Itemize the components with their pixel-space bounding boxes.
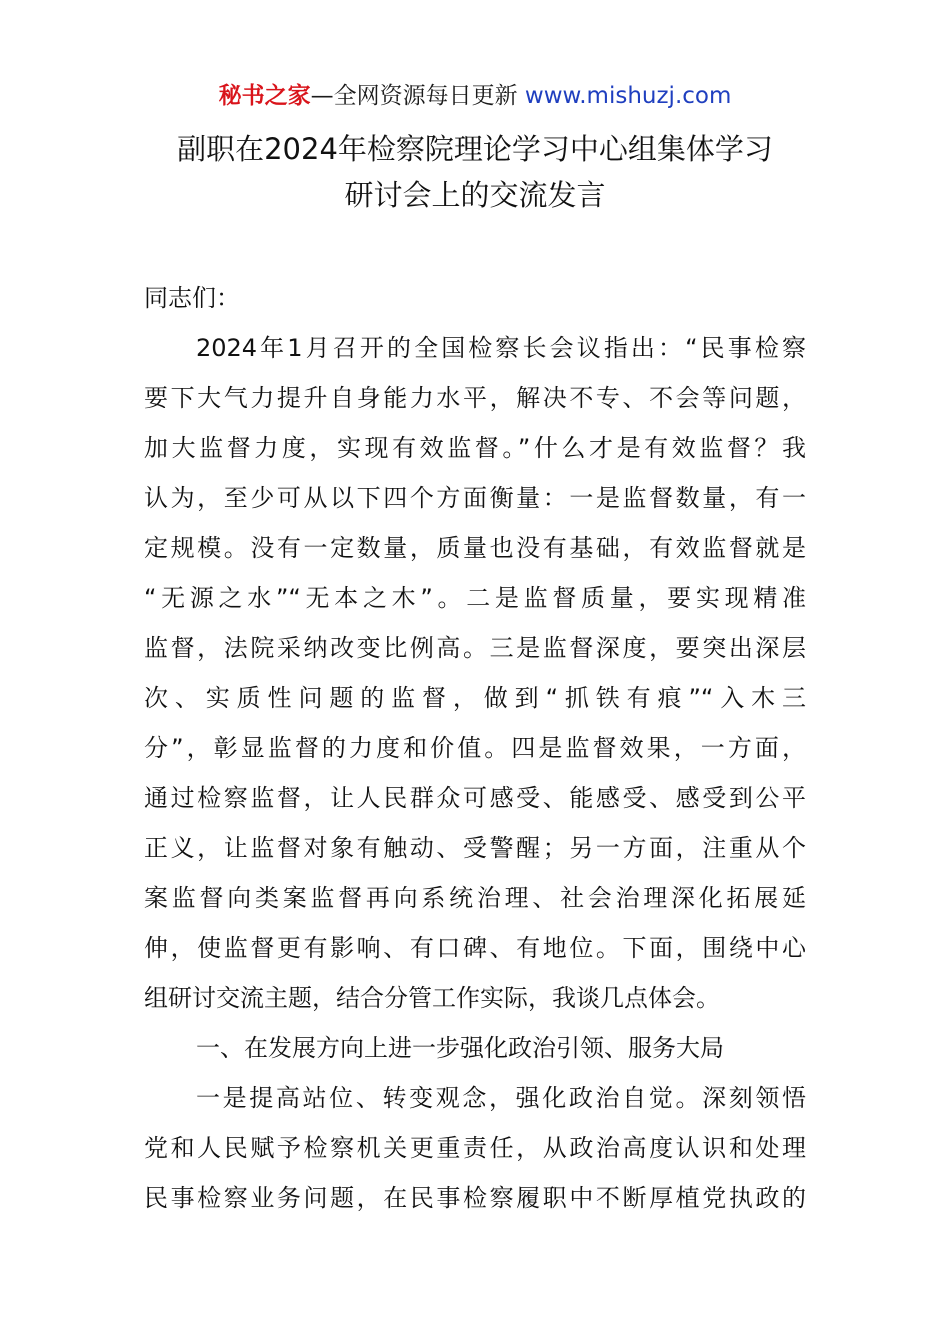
salutation: 同志们： <box>144 284 240 312</box>
paragraph-line: 伸，使监督更有影响、有口碑、有地位。下面，围绕中心 <box>144 934 806 962</box>
paragraph-line: 党和人民赋予检察机关更重责任，从政治高度认识和处理 <box>144 1134 806 1162</box>
paragraph-line: 民事检察业务问题，在民事检察履职中不断厚植党执政的 <box>144 1184 806 1212</box>
paragraph-line: 一是提高站位、转变观念，强化政治自觉。深刻领悟 <box>196 1084 806 1112</box>
paragraph-line: 监督，法院采纳改变比例高。三是监督深度，要突出深层 <box>144 634 806 662</box>
title-line-1: 副职在2024年检察院理论学习中心组集体学习 <box>177 132 773 166</box>
site-tagline: —全网资源每日更新 <box>310 83 518 109</box>
document-title <box>0 126 950 218</box>
paragraph-line: 正义，让监督对象有触动、受警醒；另一方面，注重从个 <box>144 834 806 862</box>
document-body <box>144 278 806 1228</box>
paragraph-line: 定规模。没有一定数量，质量也没有基础，有效监督就是 <box>144 534 806 562</box>
paragraph-line: 2024年1月召开的全国检察长会议指出：“民事检察 <box>196 334 806 362</box>
paragraph-line: 次、实质性问题的监督，做到“抓铁有痕”“入木三 <box>144 684 806 712</box>
paragraph-line: 要下大气力提升自身能力水平，解决不专、不会等问题， <box>144 384 806 412</box>
section-heading: 一、在发展方向上进一步强化政治引领、服务大局 <box>196 1034 724 1062</box>
site-url-link[interactable]: www.mishuzj.com <box>524 83 732 109</box>
paragraph-line: 认为，至少可从以下四个方面衡量：一是监督数量，有一 <box>144 484 806 512</box>
paragraph-line: “无源之水”“无本之木”。二是监督质量，要实现精准 <box>144 584 806 612</box>
paragraph-line: 案监督向类案监督再向系统治理、社会治理深化拓展延 <box>144 884 806 912</box>
paragraph-line: 加大监督力度，实现有效监督。”什么才是有效监督？我 <box>144 434 806 462</box>
paragraph-line: 分”，彰显监督的力度和价值。四是监督效果，一方面， <box>144 734 806 762</box>
title-line-2: 研讨会上的交流发言 <box>344 178 606 212</box>
paragraph-line: 组研讨交流主题，结合分管工作实际，我谈几点体会。 <box>144 984 720 1012</box>
site-brand: 秘书之家 <box>218 83 311 109</box>
site-header <box>0 80 950 112</box>
paragraph-line: 通过检察监督，让人民群众可感受、能感受、感受到公平 <box>144 784 806 812</box>
